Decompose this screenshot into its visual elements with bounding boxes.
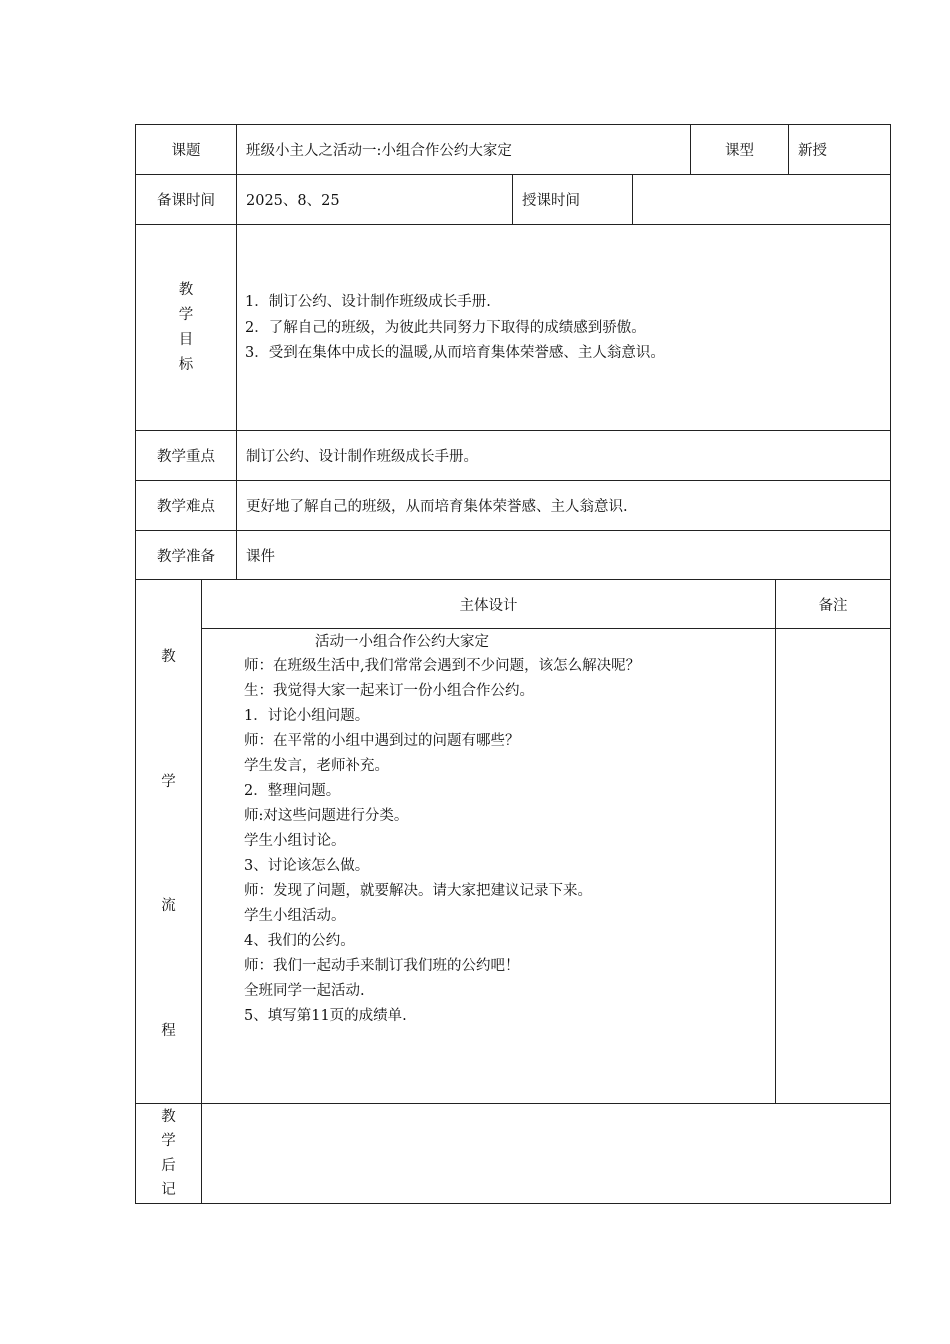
goals-label-char: 学 [178,306,194,323]
process-label-char: 学 [161,774,176,790]
goals-list [245,290,665,367]
activity-title: 活动一小组合作公约大家定 [315,634,489,650]
process-line: 学生小组活动。 [244,908,346,924]
process-line: 3、讨论该怎么做。 [244,858,370,874]
key-point-value: 制订公约、设计制作班级成长手册。 [246,449,478,465]
process-line: 5、填写第11页的成绩单. [244,1008,407,1024]
notes-header: 备注 [818,597,848,614]
process-line: 学生小组讨论。 [244,833,346,849]
difficulty-label: 教学难点 [157,499,215,515]
goal-item: 3．受到在集体中成长的温暖,从而培育集体荣誉感、主人翁意识。 [245,345,665,361]
process-line: 师：我们一起动手来制订我们班的公约吧！ [244,958,520,974]
process-line: 1．讨论小组问题。 [244,708,370,724]
process-line: 学生发言，老师补充。 [244,758,389,774]
process-line: 师：在平常的小组中遇到过的问题有哪些？ [244,733,520,749]
goals-label-char: 标 [178,356,194,373]
goals-label [136,225,236,430]
reflection-label-char: 教 [161,1108,176,1125]
prep-time-label: 备课时间 [157,193,215,209]
goals-label-char: 目 [178,331,194,348]
teach-time-value [633,175,890,224]
prep-time-value: 2025、8、25 [246,193,340,209]
goal-item: 1．制订公约、设计制作班级成长手册. [245,294,491,310]
process-line: 师：在班级生活中,我们常常会遇到不少问题，该怎么解决呢？ [244,658,641,674]
reflection-label-char: 后 [161,1157,176,1174]
process-line: 全班同学一起活动. [244,983,365,999]
goal-item: 2．了解自己的班级，为彼此共同努力下取得的成绩感到骄傲。 [245,319,646,336]
process-line: 师:对这些问题进行分类。 [244,808,409,824]
lesson-type-value: 新授 [798,143,827,159]
process-lines [244,654,640,1029]
goals-label-char: 教 [178,281,194,298]
reflection-label-char: 学 [161,1133,176,1149]
difficulty-value: 更好地了解自己的班级，从而培育集体荣誉感、主人翁意识. [246,499,628,515]
process-line: 生：我觉得大家一起来订一份小组合作公约。 [244,683,534,699]
key-point-label: 教学重点 [157,449,215,465]
process-label-char: 教 [161,649,176,665]
process-line: 师：发现了问题，就要解决。请大家把建议记录下来。 [244,883,592,899]
teach-time-label: 授课时间 [522,193,580,209]
lesson-type-label: 课型 [725,143,754,159]
process-label-char: 流 [161,898,176,914]
process-line: 2．整理问题。 [244,783,341,799]
topic-label: 课题 [171,143,201,159]
process-line: 4、我们的公约。 [244,933,355,949]
reflection-label [136,1104,201,1203]
design-header: 主体设计 [459,597,518,614]
process-label-char: 程 [161,1023,176,1039]
preparation-label: 教学准备 [157,548,215,565]
reflection-label-char: 记 [161,1182,176,1198]
preparation-value: 课件 [246,548,275,565]
topic-value: 班级小主人之活动一:小组合作公约大家定 [246,143,512,159]
